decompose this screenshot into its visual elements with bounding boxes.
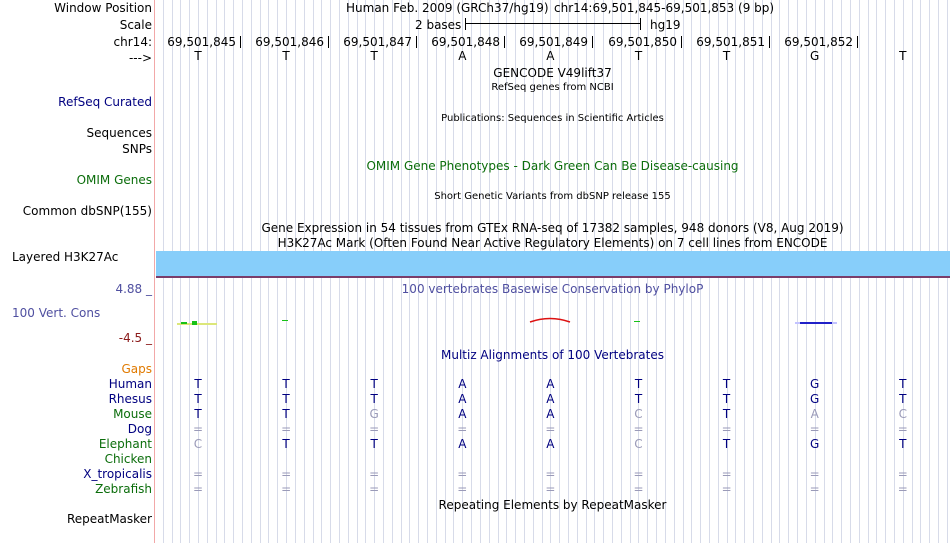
aligned-base: = (457, 422, 468, 436)
track-labels-column (0, 0, 154, 543)
repeatmasker-label[interactable]: RepeatMasker (66, 512, 152, 526)
aligned-base: = (721, 467, 732, 481)
scale-label: Scale (119, 18, 152, 32)
aligned-base: = (192, 482, 204, 496)
phylop-mark (530, 319, 570, 323)
layered-h3k27ac-label[interactable]: Layered H3K27Ac (12, 250, 119, 264)
coordinate-label: 69,501,846 (255, 35, 324, 49)
aligned-base: = (897, 467, 908, 481)
reference-base: T (722, 49, 731, 63)
scale-bar-text: 2 bases (415, 18, 462, 32)
reference-base: G (810, 49, 820, 63)
aligned-base: T (722, 377, 731, 391)
aligned-base: = (192, 467, 204, 481)
coordinate-label: 69,501,847 (343, 35, 412, 49)
species-label[interactable]: Zebrafish (95, 482, 152, 496)
aligned-base: G (810, 392, 820, 406)
reference-base: A (546, 49, 555, 63)
aligned-base: = (457, 467, 468, 481)
aligned-base: T (899, 377, 907, 391)
aligned-base: T (634, 377, 643, 391)
omim-track-title: OMIM Gene Phenotypes - Dark Green Can Be Disease-causing (366, 159, 739, 173)
common-dbsnp-label[interactable]: Common dbSNP(155) (22, 204, 152, 218)
aligned-base: = (545, 422, 556, 436)
aligned-base: G (810, 437, 820, 451)
aligned-base: A (546, 407, 555, 421)
aligned-base: T (899, 392, 907, 406)
species-label[interactable]: Rhesus (108, 392, 152, 406)
aligned-base: = (281, 422, 292, 436)
species-label[interactable]: Mouse (113, 407, 152, 421)
aligned-base: T (634, 392, 643, 406)
assembly-title: Human Feb. 2009 (GRCh37/hg19) (346, 1, 549, 15)
aligned-base: = (633, 467, 644, 481)
h3k27ac-signal[interactable] (156, 251, 950, 276)
aligned-base: C (193, 437, 203, 451)
coordinate-tick (504, 36, 505, 48)
phylop-mark (192, 321, 197, 325)
coordinate-tick (328, 36, 329, 48)
species-label[interactable]: Dog (127, 422, 152, 436)
aligned-base: A (458, 392, 467, 406)
aligned-base: = (633, 422, 644, 436)
aligned-base: = (545, 467, 556, 481)
aligned-base: A (546, 392, 555, 406)
aligned-base: = (192, 422, 204, 436)
aligned-base: T (282, 407, 290, 421)
aligned-base: = (369, 467, 380, 481)
phylop-track-label[interactable]: 100 Vert. Cons (12, 306, 101, 320)
aligned-base: = (281, 482, 292, 496)
multiz-track-title: Multiz Alignments of 100 Vertebrates (440, 348, 665, 362)
coordinate-tick (592, 36, 593, 48)
species-label[interactable]: X_tropicalis (83, 467, 152, 481)
publications-track-title: Publications: Sequences in Scientific Articles (441, 113, 664, 124)
aligned-base: T (282, 392, 290, 406)
coordinate-label: 69,501,850 (608, 35, 677, 49)
aligned-base: T (722, 407, 731, 421)
aligned-base: A (458, 377, 467, 391)
aligned-base: = (809, 422, 820, 436)
aligned-base: T (370, 377, 378, 391)
omim-genes-label[interactable]: OMIM Genes (76, 173, 152, 187)
aligned-base: = (369, 422, 380, 436)
species-label[interactable]: Chicken (104, 452, 152, 466)
strand-direction-label: ---> (128, 51, 152, 65)
aligned-base: = (633, 482, 644, 496)
species-label[interactable]: Human (108, 377, 152, 391)
coordinate-tick (681, 36, 682, 48)
coordinate-label: 69,501,848 (431, 35, 500, 49)
aligned-base: = (897, 422, 908, 436)
aligned-base: T (899, 437, 907, 451)
coordinate-label: 69,501,852 (784, 35, 853, 49)
phylop-track-title: 100 vertebrates Basewise Conservation by PhyloP (401, 282, 704, 296)
h3k27ac-signal-baseline (156, 276, 950, 278)
repeatmasker-track-title: Repeating Elements by RepeatMasker (438, 498, 667, 512)
aligned-base: T (370, 437, 378, 451)
snps-label[interactable]: SNPs (122, 142, 152, 156)
sequences-label[interactable]: Sequences (86, 126, 152, 140)
window-position-text: chr14:69,501,845-69,501,853 (9 bp) (554, 1, 775, 15)
coordinate-label: 69,501,851 (696, 35, 765, 49)
phylop-mark (634, 321, 640, 322)
aligned-base: = (809, 482, 820, 496)
aligned-base: G (810, 377, 820, 391)
aligned-base: A (810, 407, 819, 421)
aligned-base: A (458, 407, 467, 421)
coordinate-tick (240, 36, 241, 48)
aligned-base: T (722, 437, 731, 451)
coordinate-tick (857, 36, 858, 48)
reference-base: T (370, 49, 378, 63)
reference-base: T (899, 49, 907, 63)
aligned-base: = (369, 482, 380, 496)
gencode-track-title[interactable]: GENCODE V49lift37 (493, 66, 612, 80)
aligned-base: T (370, 392, 378, 406)
gtex-track-title: Gene Expression in 54 tissues from GTEx RNA-seq of 17382 samples, 948 donors (V8, Aug 2019) (261, 221, 844, 235)
coordinate-tick (416, 36, 417, 48)
gaps-label[interactable]: Gaps (121, 362, 152, 376)
refseq-curated-label[interactable]: RefSeq Curated (58, 95, 152, 109)
phylop-mark (800, 322, 832, 324)
coordinate-label: 69,501,845 (167, 35, 236, 49)
aligned-base: A (546, 437, 555, 451)
aligned-base: G (369, 407, 379, 421)
coordinate-label: 69,501,849 (519, 35, 588, 49)
refseq-track-subtitle: RefSeq genes from NCBI (491, 82, 614, 93)
aligned-base: = (809, 467, 820, 481)
track-image-area[interactable] (155, 0, 950, 543)
aligned-base: A (546, 377, 555, 391)
aligned-base: = (281, 467, 292, 481)
aligned-base: = (721, 422, 732, 436)
phylop-mark (282, 320, 288, 321)
aligned-base: C (634, 437, 643, 451)
aligned-base: T (282, 437, 290, 451)
aligned-base: = (721, 482, 732, 496)
reference-base: T (194, 49, 202, 63)
reference-base: T (282, 49, 290, 63)
coordinate-tick (769, 36, 770, 48)
aligned-base: = (897, 482, 908, 496)
aligned-base: A (458, 437, 467, 451)
aligned-base: T (194, 377, 202, 391)
dbsnp-track-title: Short Genetic Variants from dbSNP release 155 (434, 191, 671, 202)
aligned-base: C (634, 407, 643, 421)
phylop-mark (181, 322, 187, 324)
reference-base: T (634, 49, 643, 63)
species-label[interactable]: Elephant (98, 437, 152, 451)
chrom-label: chr14: (113, 35, 152, 49)
aligned-base: T (194, 392, 202, 406)
window-position-label: Window Position (54, 1, 152, 15)
aligned-base: T (194, 407, 202, 421)
aligned-base: = (457, 482, 468, 496)
phylop-min-label: -4.5 _ (118, 331, 152, 345)
aligned-base: C (898, 407, 907, 421)
phylop-signal[interactable] (155, 310, 950, 332)
phylop-max-label: 4.88 _ (115, 282, 152, 296)
aligned-base: = (545, 482, 556, 496)
scale-bar-db: hg19 (650, 18, 681, 32)
reference-base: A (458, 49, 467, 63)
aligned-base: T (722, 392, 731, 406)
aligned-base: T (282, 377, 290, 391)
h3k27ac-track-title: H3K27Ac Mark (Often Found Near Active Regulatory Elements) on 7 cell lines from ENCODE (277, 236, 828, 250)
